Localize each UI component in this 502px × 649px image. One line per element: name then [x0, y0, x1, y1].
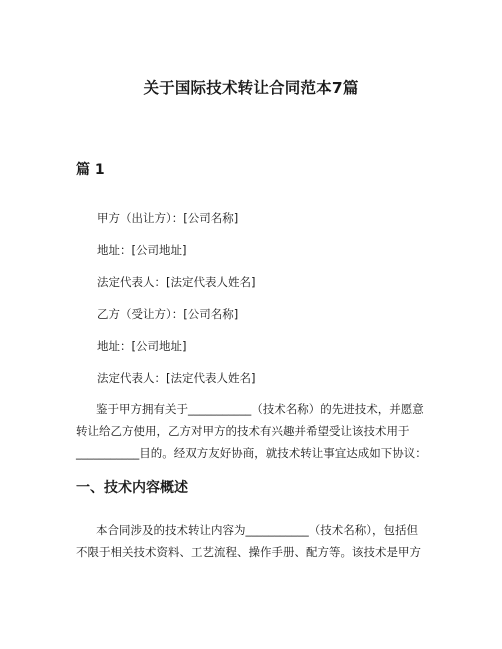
clause-line: 不限于相关技术资料、工艺流程、操作手册、配方等。该技术是甲方 — [76, 545, 421, 559]
party-b-name: 乙方（受让方）：[公司名称] — [97, 307, 239, 321]
clause-paragraph — [76, 522, 428, 562]
document-title: 关于国际技术转让合同范本7篇 — [143, 79, 359, 97]
party-a-representative: 法定代表人：[法定代表人姓名] — [97, 275, 256, 289]
clause-line: 本合同涉及的技术转让内容为___________（技术名称），包括但 — [96, 523, 418, 537]
intro-line: 转让给乙方使用，乙方对甲方的技术有兴趣并希望受让该技术用于 — [76, 424, 410, 438]
party-a-name: 甲方（出让方）：[公司名称] — [97, 211, 239, 225]
intro-paragraph — [76, 401, 428, 461]
party-a-address: 地址：[公司地址] — [97, 243, 187, 257]
intro-line: ___________目的。经双方友好协商，就技术转让事宜达成如下协议： — [76, 446, 427, 460]
intro-line: 鉴于甲方拥有关于___________（技术名称）的先进技术，并愿意 — [96, 402, 424, 416]
party-b-representative: 法定代表人：[法定代表人姓名] — [97, 371, 256, 385]
section-heading: 篇 1 — [76, 162, 105, 178]
clause-heading: 一、技术内容概述 — [76, 480, 188, 496]
party-b-address: 地址：[公司地址] — [97, 339, 187, 353]
